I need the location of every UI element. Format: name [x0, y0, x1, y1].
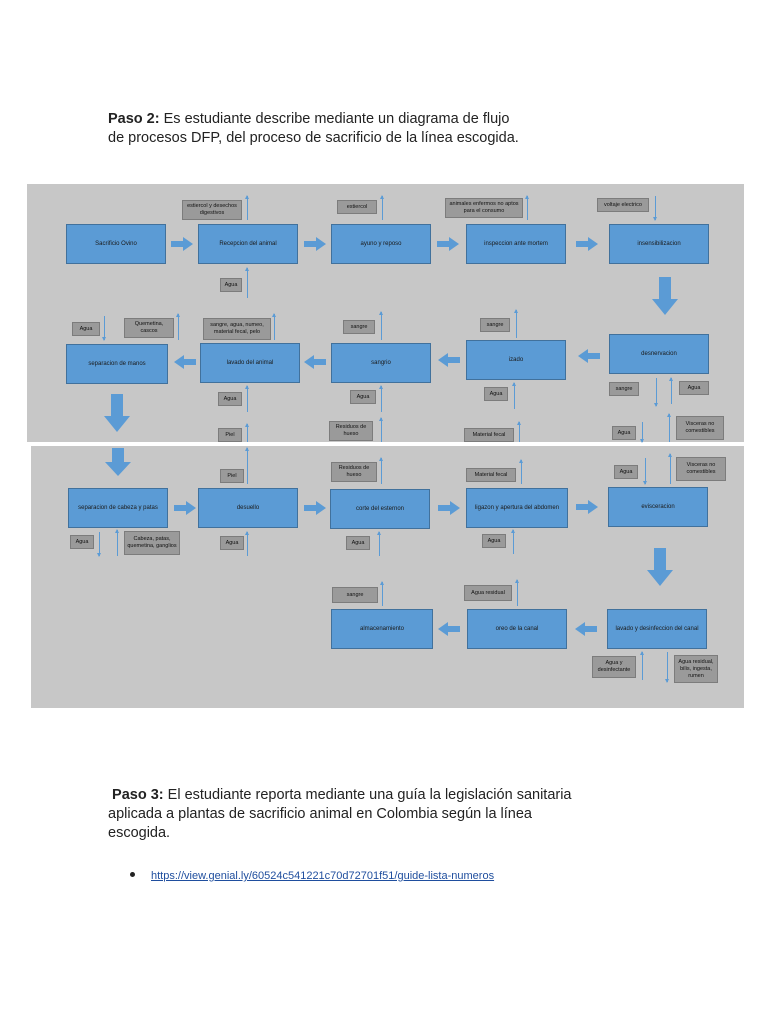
arrow-down-2	[104, 394, 130, 432]
note-agua-corte: Agua	[346, 536, 370, 550]
arrow-down-1	[652, 277, 678, 315]
arrow-left-1	[174, 355, 196, 369]
note-sangre-agua-numeo: sangre, agua, numeo, material fecal, pelo	[203, 318, 271, 340]
input-arrow-agua-sep-cabeza	[99, 532, 100, 556]
note-visceras: Visceras no comestibles	[676, 457, 726, 481]
output-arrow-visceras-top	[669, 414, 670, 442]
output-arrow-estiercol2	[382, 196, 383, 220]
input-arrow-agua-lavado	[247, 386, 248, 412]
process-insensibilizacion: insensibilizacion	[609, 224, 709, 264]
process-oreo: oreo de la canal	[467, 609, 567, 649]
input-arrow-agua-evisceracion	[645, 458, 646, 484]
arrow-right-2	[304, 237, 326, 251]
process-ayuno: ayuno y reposo	[331, 224, 431, 264]
note-sangre-desnervacion: sangre	[609, 382, 639, 396]
paso3-label: Paso 3:	[112, 787, 164, 803]
note-material-fecal: Material fecal	[466, 468, 516, 482]
input-arrow-agua-corte	[379, 532, 380, 556]
output-arrow-visceras	[670, 454, 671, 484]
process-sacrificio: Sacrificio Ovino	[66, 224, 166, 264]
arrow-right-7	[438, 501, 460, 515]
paso3-text	[108, 786, 572, 843]
process-ligazon: ligazon y apertura del abdomen	[466, 488, 568, 528]
note-agua-ligazon: Agua	[482, 534, 506, 548]
note-sangre-almacen: sangre	[332, 587, 378, 603]
note-quemetina: Quemetina, cascos	[124, 318, 174, 338]
arrow-down-3	[105, 448, 131, 476]
output-arrow-fecal	[521, 460, 522, 484]
note-estiercol: estiercol	[337, 200, 377, 214]
process-sangrio: sangrio	[331, 343, 431, 383]
diagram-panel-1	[27, 184, 744, 442]
note-animales-enfermos: animales enfermos no aptos para el consumo	[445, 198, 523, 218]
note-residuos-hueso-top: Residuos de hueso	[329, 421, 373, 441]
note-agua-sep-manos: Agua	[72, 322, 100, 336]
note-agua-desinfectante: Agua y desinfectante	[592, 656, 636, 678]
input-arrow-voltaje	[655, 196, 656, 220]
note-agua-sangrio: Agua	[350, 390, 376, 404]
arrow-left-6	[575, 622, 597, 636]
process-separacion-manos: separacion de manos	[66, 344, 168, 384]
note-estiercol-desechos: estiercol y desechos digestivos	[182, 200, 242, 220]
input-arrow-agua-ligazon	[513, 530, 514, 554]
note-agua-desuello: Agua	[220, 536, 244, 550]
output-arrow-piel	[247, 448, 248, 484]
process-izado: izado	[466, 340, 566, 380]
process-separacion-cabeza: separacion de cabeza y patas	[68, 488, 168, 528]
process-corte-esternon: corte del esternon	[330, 489, 430, 529]
note-visceras-top: Visceras no comestibles	[676, 416, 724, 440]
note-material-fecal-top: Material fecal	[464, 428, 514, 442]
paso2-line2: de procesos DFP, del proceso de sacrificio de la línea escogida.	[108, 130, 519, 146]
output-arrow-hueso	[381, 458, 382, 484]
arrow-right-6	[304, 501, 326, 515]
output-arrow-sangre-izado	[516, 310, 517, 338]
output-arrow-lavado	[274, 314, 275, 340]
output-arrow-agua-residual-bilis	[667, 652, 668, 682]
note-cabeza-patas: Cabeza, patas, quemetina, ganglios	[124, 531, 180, 555]
output-arrow-quemetina	[178, 314, 179, 340]
note-piel: Piel	[220, 469, 244, 483]
input-arrow-agua-recepcion	[247, 268, 248, 298]
note-residuos-hueso: Residuos de hueso	[331, 462, 377, 482]
process-lavado-desinfeccion: lavado y desinfeccion del canal	[607, 609, 707, 649]
output-arrow-sangre-almacen	[382, 582, 383, 606]
arrow-left-4	[578, 349, 600, 363]
arrow-left-3	[438, 353, 460, 367]
paso3-line3: escogida.	[108, 825, 171, 841]
input-arrow-agua-top	[642, 422, 643, 442]
output-arrow-sangre-desnervacion	[656, 378, 657, 406]
output-arrow-piel-top	[247, 424, 248, 442]
arrow-down-4	[647, 548, 673, 586]
input-arrow-agua-izado	[514, 383, 515, 409]
note-agua-desnervacion: Agua	[679, 381, 709, 395]
arrow-right-3	[437, 237, 459, 251]
note-agua-top: Agua	[612, 426, 636, 440]
output-arrow-sangre-sangrio	[381, 312, 382, 340]
note-agua-residual-bilis: Agua residual, bilis, ingesta, rumen	[674, 655, 718, 683]
paso2-line1: Es estudiante describe mediante un diagrama de flujo	[163, 111, 510, 127]
process-lavado-animal: lavado del animal	[200, 343, 300, 383]
note-piel-top: Piel	[218, 428, 242, 442]
process-desuello: desuello	[198, 488, 298, 528]
input-arrow-agua-sep-manos	[104, 316, 105, 340]
input-arrow-agua-desuello	[247, 532, 248, 556]
note-agua-recepcion: Agua	[220, 278, 242, 292]
output-arrow-estiercol	[247, 196, 248, 220]
output-arrow-cabeza-patas	[117, 530, 118, 556]
bullet-icon	[130, 872, 135, 877]
paso2-label: Paso 2:	[108, 111, 160, 127]
arrow-left-5	[438, 622, 460, 636]
input-arrow-agua-sangrio	[381, 386, 382, 412]
output-arrow-agua-residual	[517, 580, 518, 606]
output-arrow-animales	[527, 196, 528, 220]
process-recepcion: Recepcion del animal	[198, 224, 298, 264]
arrow-right-8	[576, 500, 598, 514]
note-agua-izado: Agua	[484, 387, 508, 401]
note-sangre-sangrio: sangre	[343, 320, 375, 334]
note-agua-lavado: Agua	[218, 392, 242, 406]
genially-link[interactable]: https://view.genial.ly/60524c541221c70d72701f51/guide-lista-numeros	[151, 870, 495, 882]
note-agua-evisceracion: Agua	[614, 465, 638, 479]
process-desnervacion: desnervacion	[609, 334, 709, 374]
paso3-line1: El estudiante reporta mediante una guía la legislación sanitaria	[167, 787, 572, 803]
note-agua-sep-cabeza: Agua	[70, 535, 94, 549]
arrow-right-5	[174, 501, 196, 515]
paso3-line2: aplicada a plantas de sacrificio animal en Colombia según la línea	[108, 806, 532, 822]
input-arrow-agua-desnervacion	[671, 378, 672, 404]
process-evisceracion: evisceracion	[608, 487, 708, 527]
arrow-left-2	[304, 355, 326, 369]
process-inspeccion: inspeccion ante mortem	[466, 224, 566, 264]
note-voltaje: voltaje electrico	[597, 198, 649, 212]
arrow-right-4	[576, 237, 598, 251]
input-arrow-agua-desinfectante	[642, 652, 643, 680]
output-arrow-fecal-top	[519, 422, 520, 442]
arrow-right-1	[171, 237, 193, 251]
note-sangre-izado: sangre	[480, 318, 510, 332]
output-arrow-hueso-top	[381, 418, 382, 442]
process-almacenamiento: almacenamiento	[331, 609, 433, 649]
paso2-text	[108, 110, 519, 148]
diagram-panel-2	[31, 446, 744, 708]
note-agua-residual: Agua residual	[464, 585, 512, 601]
